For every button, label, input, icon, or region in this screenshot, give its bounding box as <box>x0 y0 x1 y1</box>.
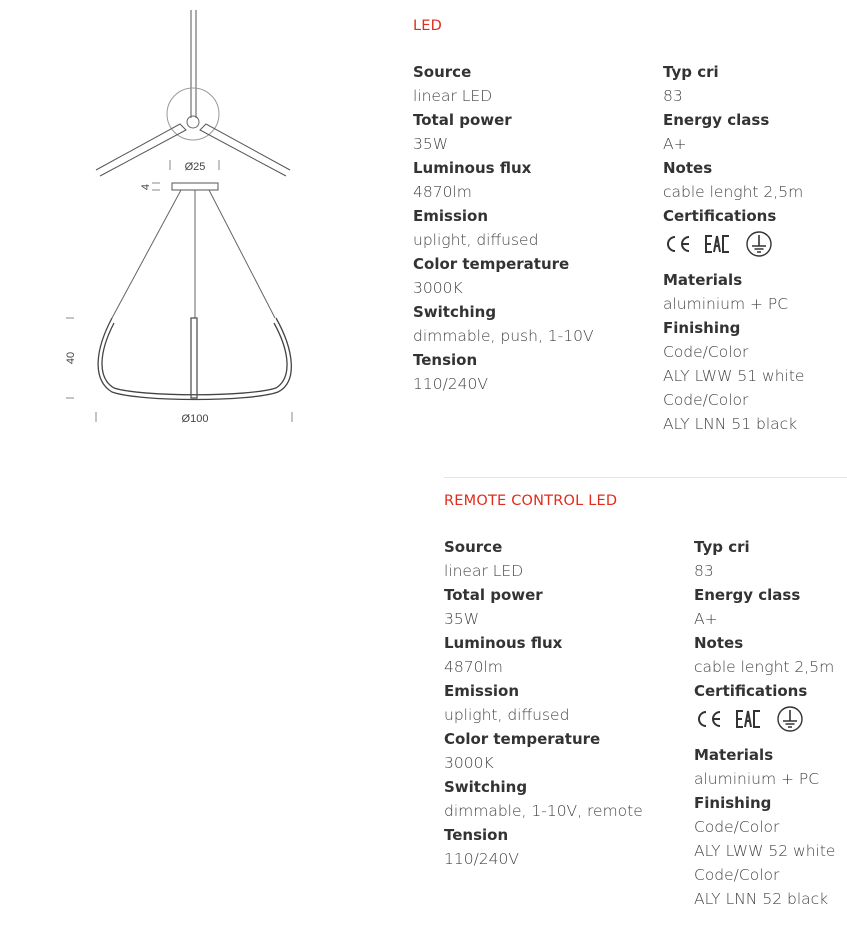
spec-row <box>413 204 653 252</box>
spec-label: Emission <box>444 682 519 700</box>
spec-value: 35W <box>413 135 449 153</box>
spec-row <box>694 743 847 791</box>
dimension-lines <box>66 318 292 422</box>
spec-label: Color temperature <box>444 730 601 748</box>
spec-row <box>663 60 847 108</box>
spec-value: 83 <box>694 562 714 580</box>
spec-value: 3000K <box>413 279 463 297</box>
spec-label: Switching <box>444 778 528 796</box>
spec-label: Finishing <box>663 319 741 337</box>
spec-value: aluminium + PC <box>694 770 820 788</box>
spec-label: Notes <box>663 159 713 177</box>
spec-row <box>413 60 653 108</box>
spec-row <box>663 268 847 316</box>
finishing-value: ALY LWW 52 white <box>694 842 836 860</box>
spec-value: 83 <box>663 87 683 105</box>
spec-value: linear LED <box>413 87 493 105</box>
finishing-value: ALY LNN 51 black <box>663 415 798 433</box>
spec-value: 4870lm <box>444 658 503 676</box>
spec-column-right <box>694 535 847 911</box>
spec-label: Notes <box>694 634 744 652</box>
spec-value: Code/Color <box>663 343 749 361</box>
dim-top-diameter: Ø25 <box>184 161 206 173</box>
spec-label: Energy class <box>663 111 770 129</box>
spec-label: Finishing <box>694 794 772 812</box>
spec-label: Switching <box>413 303 497 321</box>
spec-row <box>444 631 684 679</box>
spec-row <box>663 108 847 156</box>
section-title: REMOTE CONTROL LED <box>444 493 618 509</box>
eac-mark-icon <box>705 232 731 256</box>
section-title: LED <box>413 18 443 34</box>
dim-canopy-height: 4 <box>140 183 152 191</box>
spec-column-left <box>444 535 684 871</box>
spec-label: Luminous flux <box>413 159 532 177</box>
finishing-value: ALY LNN 52 black <box>694 890 829 908</box>
eac-mark-icon <box>736 707 762 731</box>
spec-column-right <box>663 60 847 436</box>
spec-row <box>663 316 847 364</box>
spec-value: Code/Color <box>694 818 780 836</box>
spec-row <box>444 823 684 871</box>
certifications-label: Certifications <box>694 682 808 700</box>
spec-value: 110/240V <box>444 850 519 868</box>
spec-row <box>444 775 684 823</box>
top-view <box>96 10 290 176</box>
finishing-value: Code/Color <box>694 866 780 884</box>
spec-label: Source <box>444 538 503 556</box>
spec-value: A+ <box>694 610 718 628</box>
spec-label: Source <box>413 63 472 81</box>
canopy <box>152 183 218 190</box>
spec-row <box>413 156 653 204</box>
spec-column-left <box>413 60 653 396</box>
spec-label: Materials <box>694 746 774 764</box>
spec-row <box>413 300 653 348</box>
spec-value: linear LED <box>444 562 524 580</box>
spec-label: Tension <box>413 351 478 369</box>
dim-ring-diameter: Ø100 <box>181 413 209 425</box>
ce-mark-icon <box>663 232 691 256</box>
spec-value: 35W <box>444 610 480 628</box>
ring-loop <box>98 318 291 400</box>
spec-row <box>444 679 684 727</box>
spec-row <box>413 348 653 396</box>
spec-value: 110/240V <box>413 375 488 393</box>
spec-label: Energy class <box>694 586 801 604</box>
spec-row <box>663 156 847 204</box>
spec-value: dimmable, 1-10V, remote <box>444 802 643 820</box>
spec-label: Emission <box>413 207 488 225</box>
spec-value: 4870lm <box>413 183 472 201</box>
spec-row <box>694 583 847 631</box>
ground-symbol-icon <box>745 231 773 257</box>
spec-label: Total power <box>413 111 512 129</box>
spec-label: Total power <box>444 586 543 604</box>
finishing-value: Code/Color <box>663 391 749 409</box>
suspension-cables <box>112 190 275 318</box>
spec-row <box>413 108 653 156</box>
spec-row <box>444 727 684 775</box>
dim-ring-height: 40 <box>65 351 77 365</box>
section-divider <box>444 477 847 478</box>
spec-row <box>694 631 847 679</box>
finishing-value: ALY LWW 51 white <box>663 367 805 385</box>
spec-label: Typ cri <box>663 63 719 81</box>
spec-label: Color temperature <box>413 255 570 273</box>
spec-value: 3000K <box>444 754 494 772</box>
spec-value: uplight, diffused <box>444 706 570 724</box>
spec-label: Typ cri <box>694 538 750 556</box>
spec-label: Materials <box>663 271 743 289</box>
ce-mark-icon <box>694 707 722 731</box>
spec-value: aluminium + PC <box>663 295 789 313</box>
technical-drawing <box>0 0 400 440</box>
spec-row <box>413 252 653 300</box>
spec-value: cable lenght 2,5m <box>663 183 804 201</box>
spec-row <box>694 791 847 839</box>
spec-row <box>444 583 684 631</box>
spec-value: cable lenght 2,5m <box>694 658 835 676</box>
spec-value: A+ <box>663 135 687 153</box>
spec-row <box>694 535 847 583</box>
spec-value: uplight, diffused <box>413 231 539 249</box>
spec-row <box>444 535 684 583</box>
spec-label: Tension <box>444 826 509 844</box>
ground-symbol-icon <box>776 706 804 732</box>
spec-value: dimmable, push, 1-10V <box>413 327 594 345</box>
certifications-label: Certifications <box>663 207 777 225</box>
spec-label: Luminous flux <box>444 634 563 652</box>
